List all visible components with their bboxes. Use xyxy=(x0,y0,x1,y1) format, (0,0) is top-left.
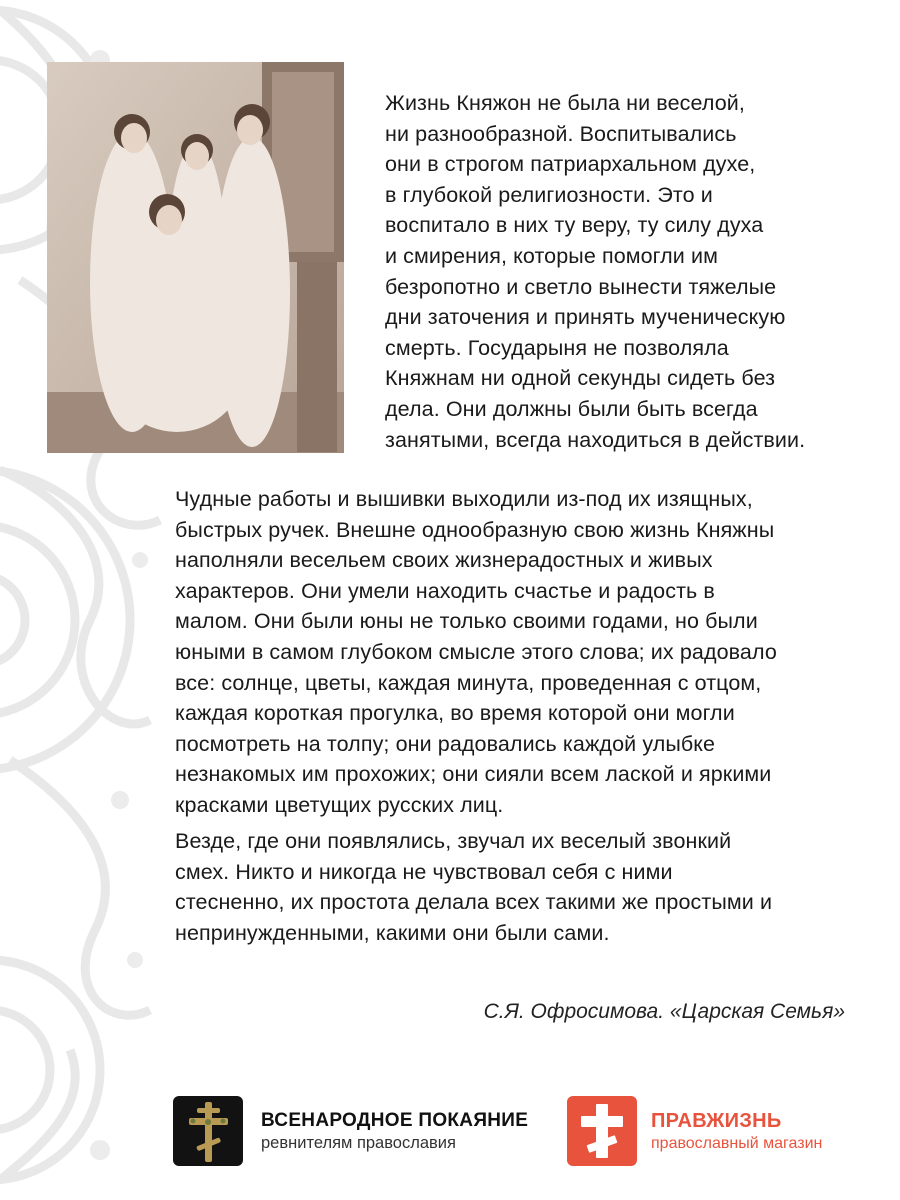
logo-left-subtitle: ревнителям православия xyxy=(261,1133,456,1152)
cross-logo-icon xyxy=(567,1096,637,1166)
logo-right-title: ПРАВЖИЗНЬ xyxy=(651,1109,782,1132)
logo-vsenarodnoe-pokayanie[interactable] xyxy=(173,1096,528,1166)
orthodox-cross-icon xyxy=(173,1096,243,1166)
logo-pravzhizn[interactable] xyxy=(567,1096,822,1166)
attribution: С.Я. Офросимова. «Царская Семья» xyxy=(483,1000,845,1023)
historical-photo xyxy=(47,62,344,453)
logo-left-title: ВСЕНАРОДНОЕ ПОКАЯНИЕ xyxy=(261,1109,529,1131)
paragraph-1: Жизнь Княжон не была ни веселой, ни разнообразной. Воспитывались они в строгом патриархальном духе, в глубокой религиозности. Это и воспитало в них ту веру, ту силу духа и смирения, которые помогли им безропотно и светло вынести тяжелые дни заточения и принять мученическую смерть. Государыня не позволяла Княжнам ни одной секунды сидеть без дела. Они должны были быть всегда занятыми, всегда находиться в действии. xyxy=(385,91,806,452)
paragraph-2: Чудные работы и вышивки выходили из-под их изящных, быстрых ручек. Внешне однообразную свою жизнь Княжны наполняли весельем своих жизнерадостных и живых характеров. Они умели находить счастье и радость в малом. Они были юны не только своими годами, но были юными в самом глубоком смысле этого слова; их радовало все: солнце, цветы, каждая минута, проведенная с отцом, каждая короткая прогулка, во время которой они могли посмотреть на толпу; они радовались каждой улыбке незнакомых им прохожих; они сияли всем лаской и яркими красками цветущих русских лиц. xyxy=(175,487,777,817)
paragraph-3: Везде, где они появлялись, звучал их веселый звонкий смех. Никто и никогда не чувствовал себя с ними стесненно, их простота делала всех такими же простыми и непринужденными, какими они были сами. xyxy=(175,829,773,945)
logo-right-subtitle: православный магазин xyxy=(651,1134,823,1152)
